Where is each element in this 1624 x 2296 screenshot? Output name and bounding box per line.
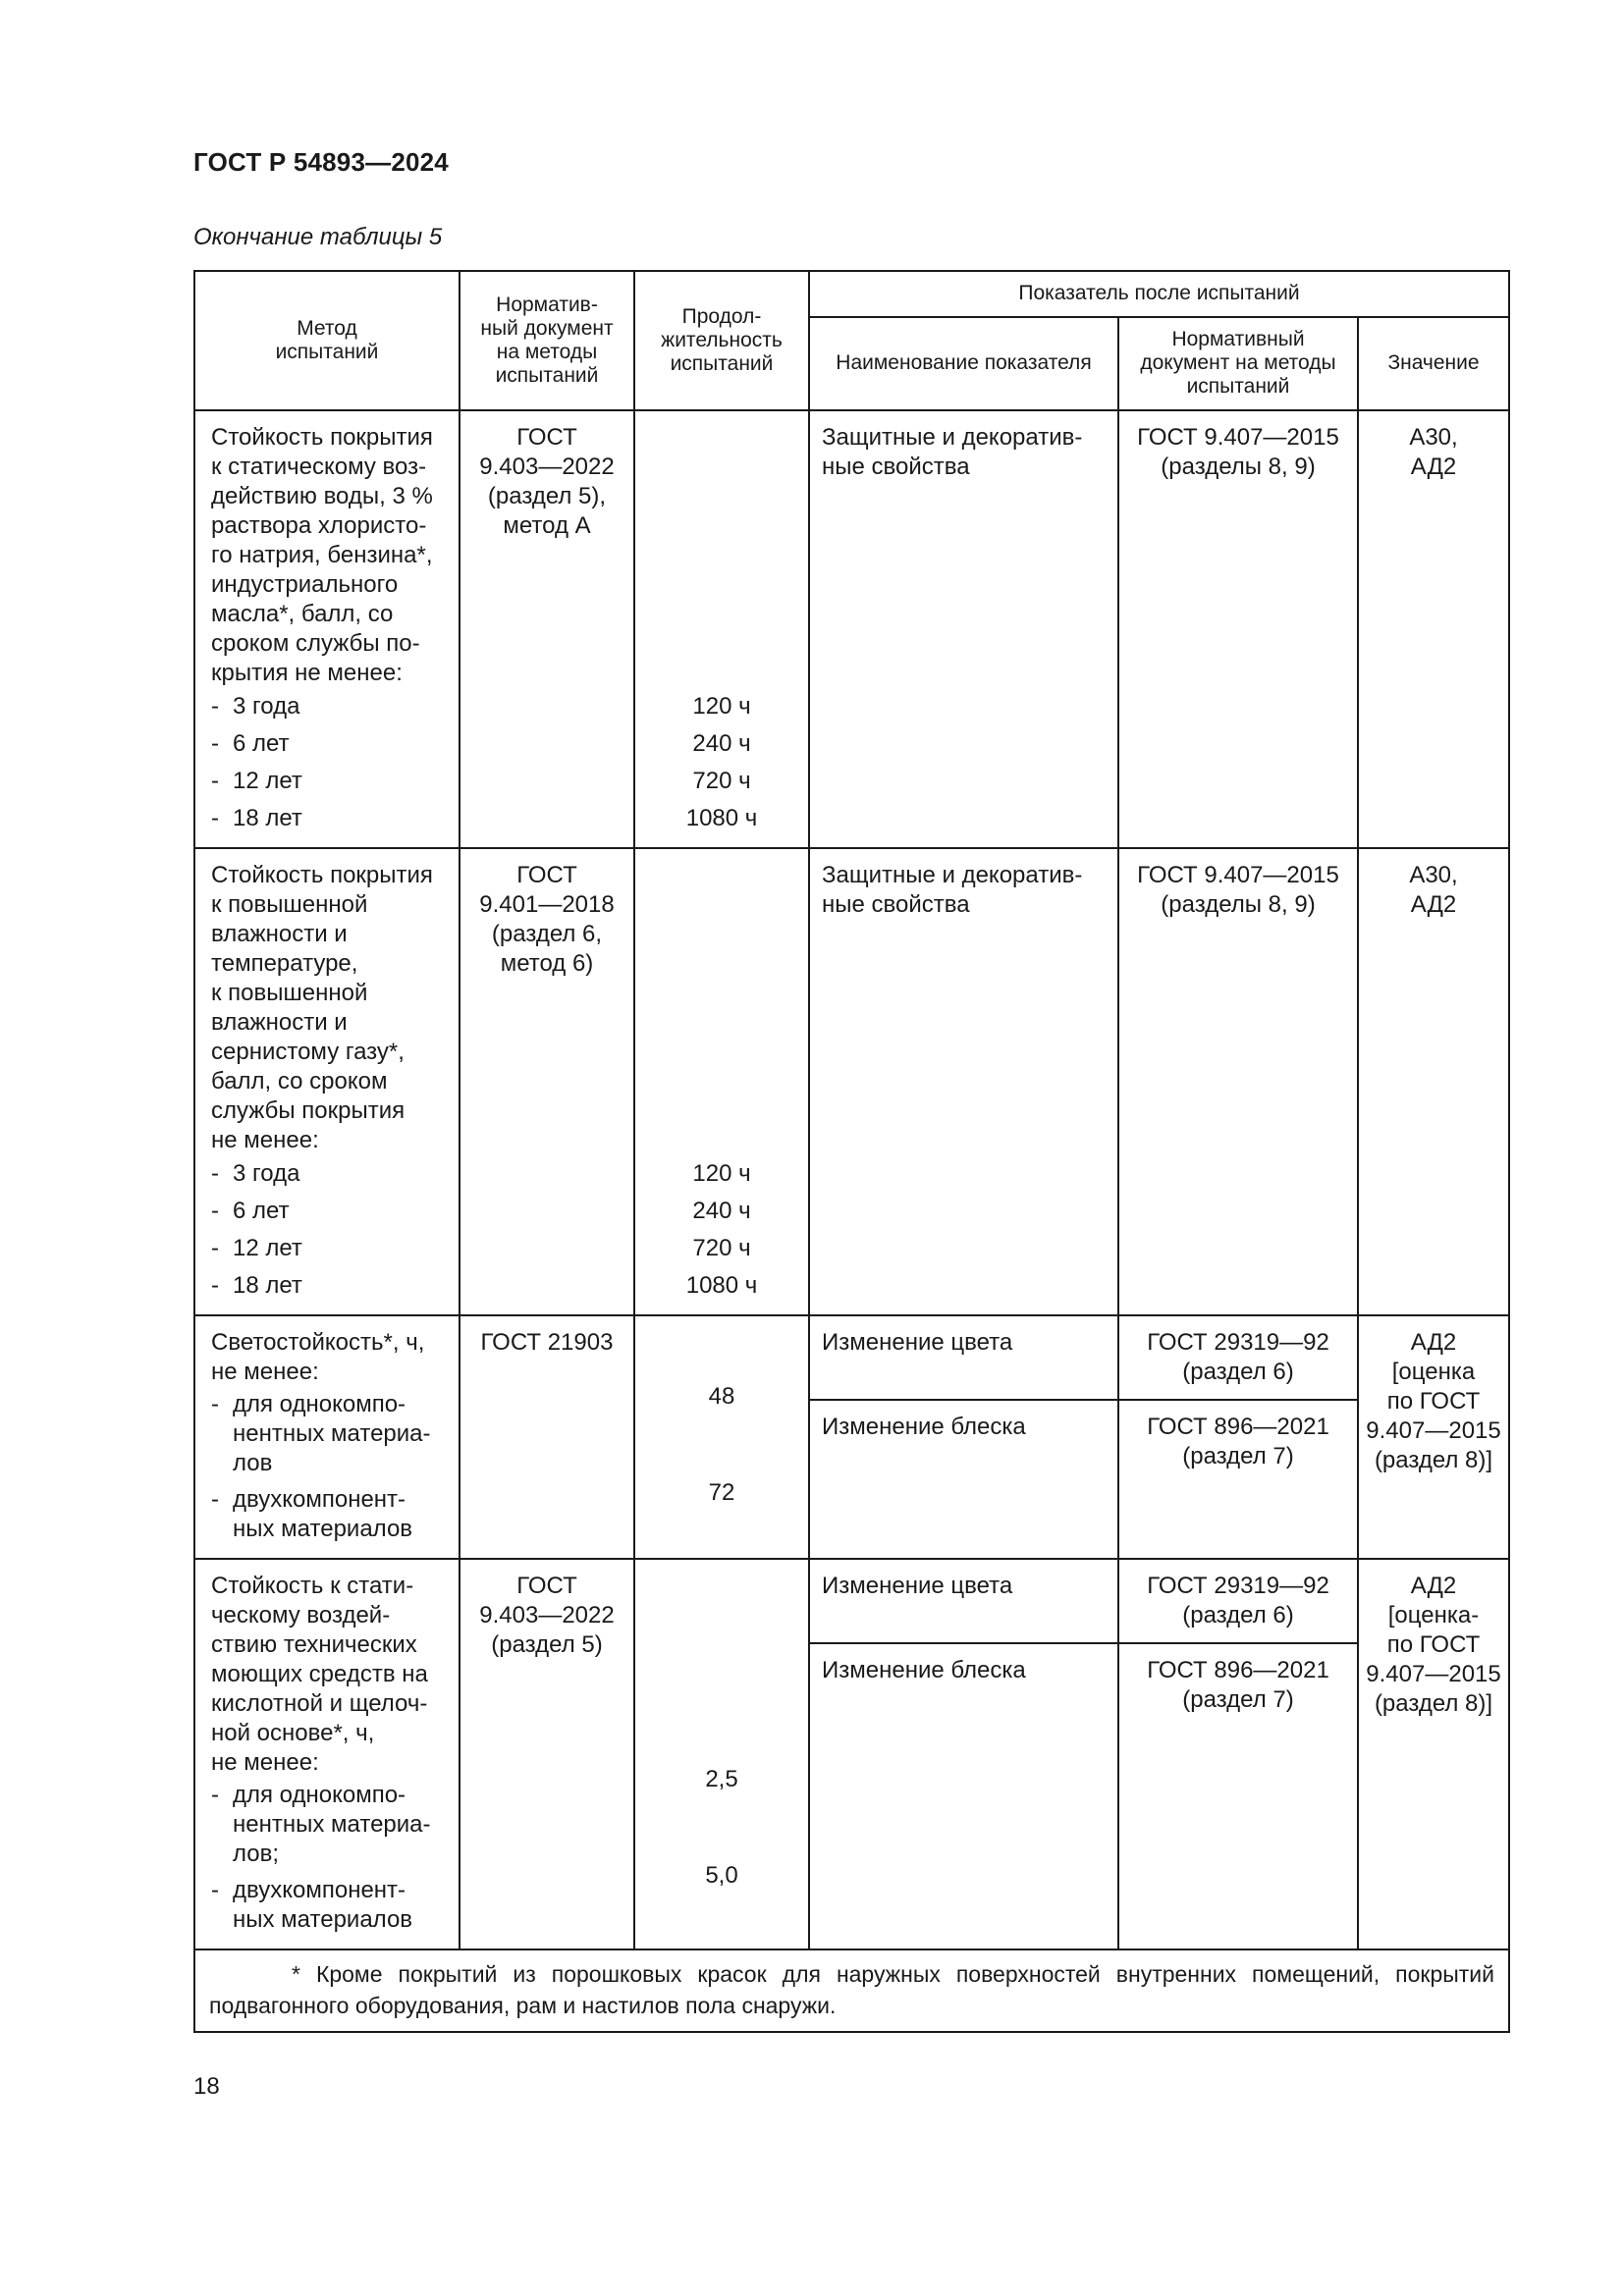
header-duration: Продол- жительность испытаний	[634, 271, 809, 410]
header-method: Метод испытаний	[194, 271, 460, 410]
duration-value: 240 ч	[692, 730, 751, 757]
indicator-name-cell: Изменение цвета	[809, 1559, 1118, 1643]
indicator-doc-cell: ГОСТ 29319—92 (раздел 6)	[1118, 1559, 1358, 1643]
table-row	[194, 1559, 1509, 1643]
value-cell: А30, АД2	[1358, 410, 1509, 848]
duration-value: 48	[708, 1383, 735, 1410]
normdoc-cell: ГОСТ 9.403—2022 (раздел 5)	[460, 1559, 634, 1949]
header-indicator-doc: Нормативный документ на методы испытаний	[1118, 317, 1358, 410]
table-footnote-row	[194, 1949, 1509, 2032]
table-row	[194, 410, 1509, 848]
duration-value: 720 ч	[692, 768, 751, 794]
list-item: - 3 года	[211, 1160, 300, 1187]
duration-value: 2,5	[705, 1766, 738, 1792]
list-item: - 18 лет	[211, 805, 302, 831]
method-description: Стойкость покрытия к статическому воз- действию воды, 3 % раствора хлористо- го натрия, бензина*, индустриального масла*, балл, со сроком службы по- крытия не менее:	[211, 424, 433, 686]
method-cell	[194, 1315, 460, 1559]
table-row	[194, 848, 1509, 1315]
list-item: - 3 года	[211, 693, 300, 720]
footnote: * Кроме покрытий из порошковых красок для наружных поверхностей внутренних помещений, покрытий подвагонного оборудования, рам и настилов пола снаружи.	[194, 1949, 1509, 2032]
method-description: Стойкость к стати- ческому воздей- ствию технических моющих средств на кислотной и щелоч- ной основе*, ч, не менее:	[211, 1573, 428, 1776]
duration-value: 120 ч	[692, 693, 751, 720]
normdoc-cell: ГОСТ 21903	[460, 1315, 634, 1559]
results-table	[193, 270, 1510, 2033]
header-indicator-value: Значение	[1358, 317, 1509, 410]
method-description: Светостойкость*, ч, не менее:	[211, 1329, 425, 1385]
header-indicator-group: Показатель после испытаний	[809, 271, 1509, 317]
indicator-name-cell: Изменение блеска	[809, 1400, 1118, 1559]
normdoc-cell: ГОСТ 9.403—2022 (раздел 5), метод А	[460, 410, 634, 848]
duration-value: 1080 ч	[685, 805, 758, 831]
list-item: - для однокомпо- нентных материа- лов	[211, 1391, 431, 1476]
indicator-doc-cell: ГОСТ 29319—92 (раздел 6)	[1118, 1315, 1358, 1400]
indicator-doc-cell: ГОСТ 896—2021 (раздел 7)	[1118, 1643, 1358, 1949]
indicator-name-cell: Изменение блеска	[809, 1643, 1118, 1949]
normdoc-cell: ГОСТ 9.401—2018 (раздел 6, метод 6)	[460, 848, 634, 1315]
indicator-name-cell: Защитные и декоратив- ные свойства	[809, 410, 1118, 848]
list-item: - 12 лет	[211, 768, 302, 794]
duration-value: 120 ч	[692, 1160, 751, 1187]
duration-cell	[634, 1315, 809, 1559]
duration-value: 720 ч	[692, 1235, 751, 1261]
duration-cell	[634, 410, 809, 848]
indicator-name-cell: Защитные и декоратив- ные свойства	[809, 848, 1118, 1315]
header-normdoc: Норматив- ный документ на методы испытаний	[460, 271, 634, 410]
list-item: - 6 лет	[211, 730, 290, 757]
method-cell	[194, 848, 460, 1315]
duration-value: 5,0	[705, 1862, 738, 1889]
value-cell: АД2 [оценка- по ГОСТ 9.407—2015 (раздел 8)]	[1358, 1559, 1509, 1949]
document-number: ГОСТ Р 54893—2024	[193, 147, 449, 177]
method-description: Стойкость покрытия к повышенной влажности и температуре, к повышенной влажности и сернистому газу*, балл, со сроком службы покрытия не менее:	[211, 862, 433, 1153]
page-number: 18	[193, 2073, 220, 2100]
list-item: - 12 лет	[211, 1235, 302, 1261]
value-cell: А30, АД2	[1358, 848, 1509, 1315]
duration-cell	[634, 848, 809, 1315]
table-caption: Окончание таблицы 5	[193, 224, 443, 250]
indicator-doc-cell: ГОСТ 896—2021 (раздел 7)	[1118, 1400, 1358, 1559]
list-item: - 18 лет	[211, 1272, 302, 1299]
list-item: - двухкомпонент- ных материалов	[211, 1877, 413, 1933]
value-cell: АД2 [оценка по ГОСТ 9.407—2015 (раздел 8)]	[1358, 1315, 1509, 1559]
indicator-doc-cell: ГОСТ 9.407—2015 (разделы 8, 9)	[1118, 848, 1358, 1315]
list-item: - для однокомпо- нентных материа- лов;	[211, 1782, 431, 1867]
duration-cell	[634, 1559, 809, 1949]
duration-value: 240 ч	[692, 1198, 751, 1224]
indicator-name-cell: Изменение цвета	[809, 1315, 1118, 1400]
method-cell	[194, 1559, 460, 1949]
header-indicator-name: Наименование показателя	[809, 317, 1118, 410]
list-item: - 6 лет	[211, 1198, 290, 1224]
duration-value: 1080 ч	[685, 1272, 758, 1299]
method-cell	[194, 410, 460, 848]
indicator-doc-cell: ГОСТ 9.407—2015 (разделы 8, 9)	[1118, 410, 1358, 848]
table-row	[194, 1315, 1509, 1400]
list-item: - двухкомпонент- ных материалов	[211, 1486, 413, 1542]
duration-value: 72	[708, 1479, 735, 1506]
